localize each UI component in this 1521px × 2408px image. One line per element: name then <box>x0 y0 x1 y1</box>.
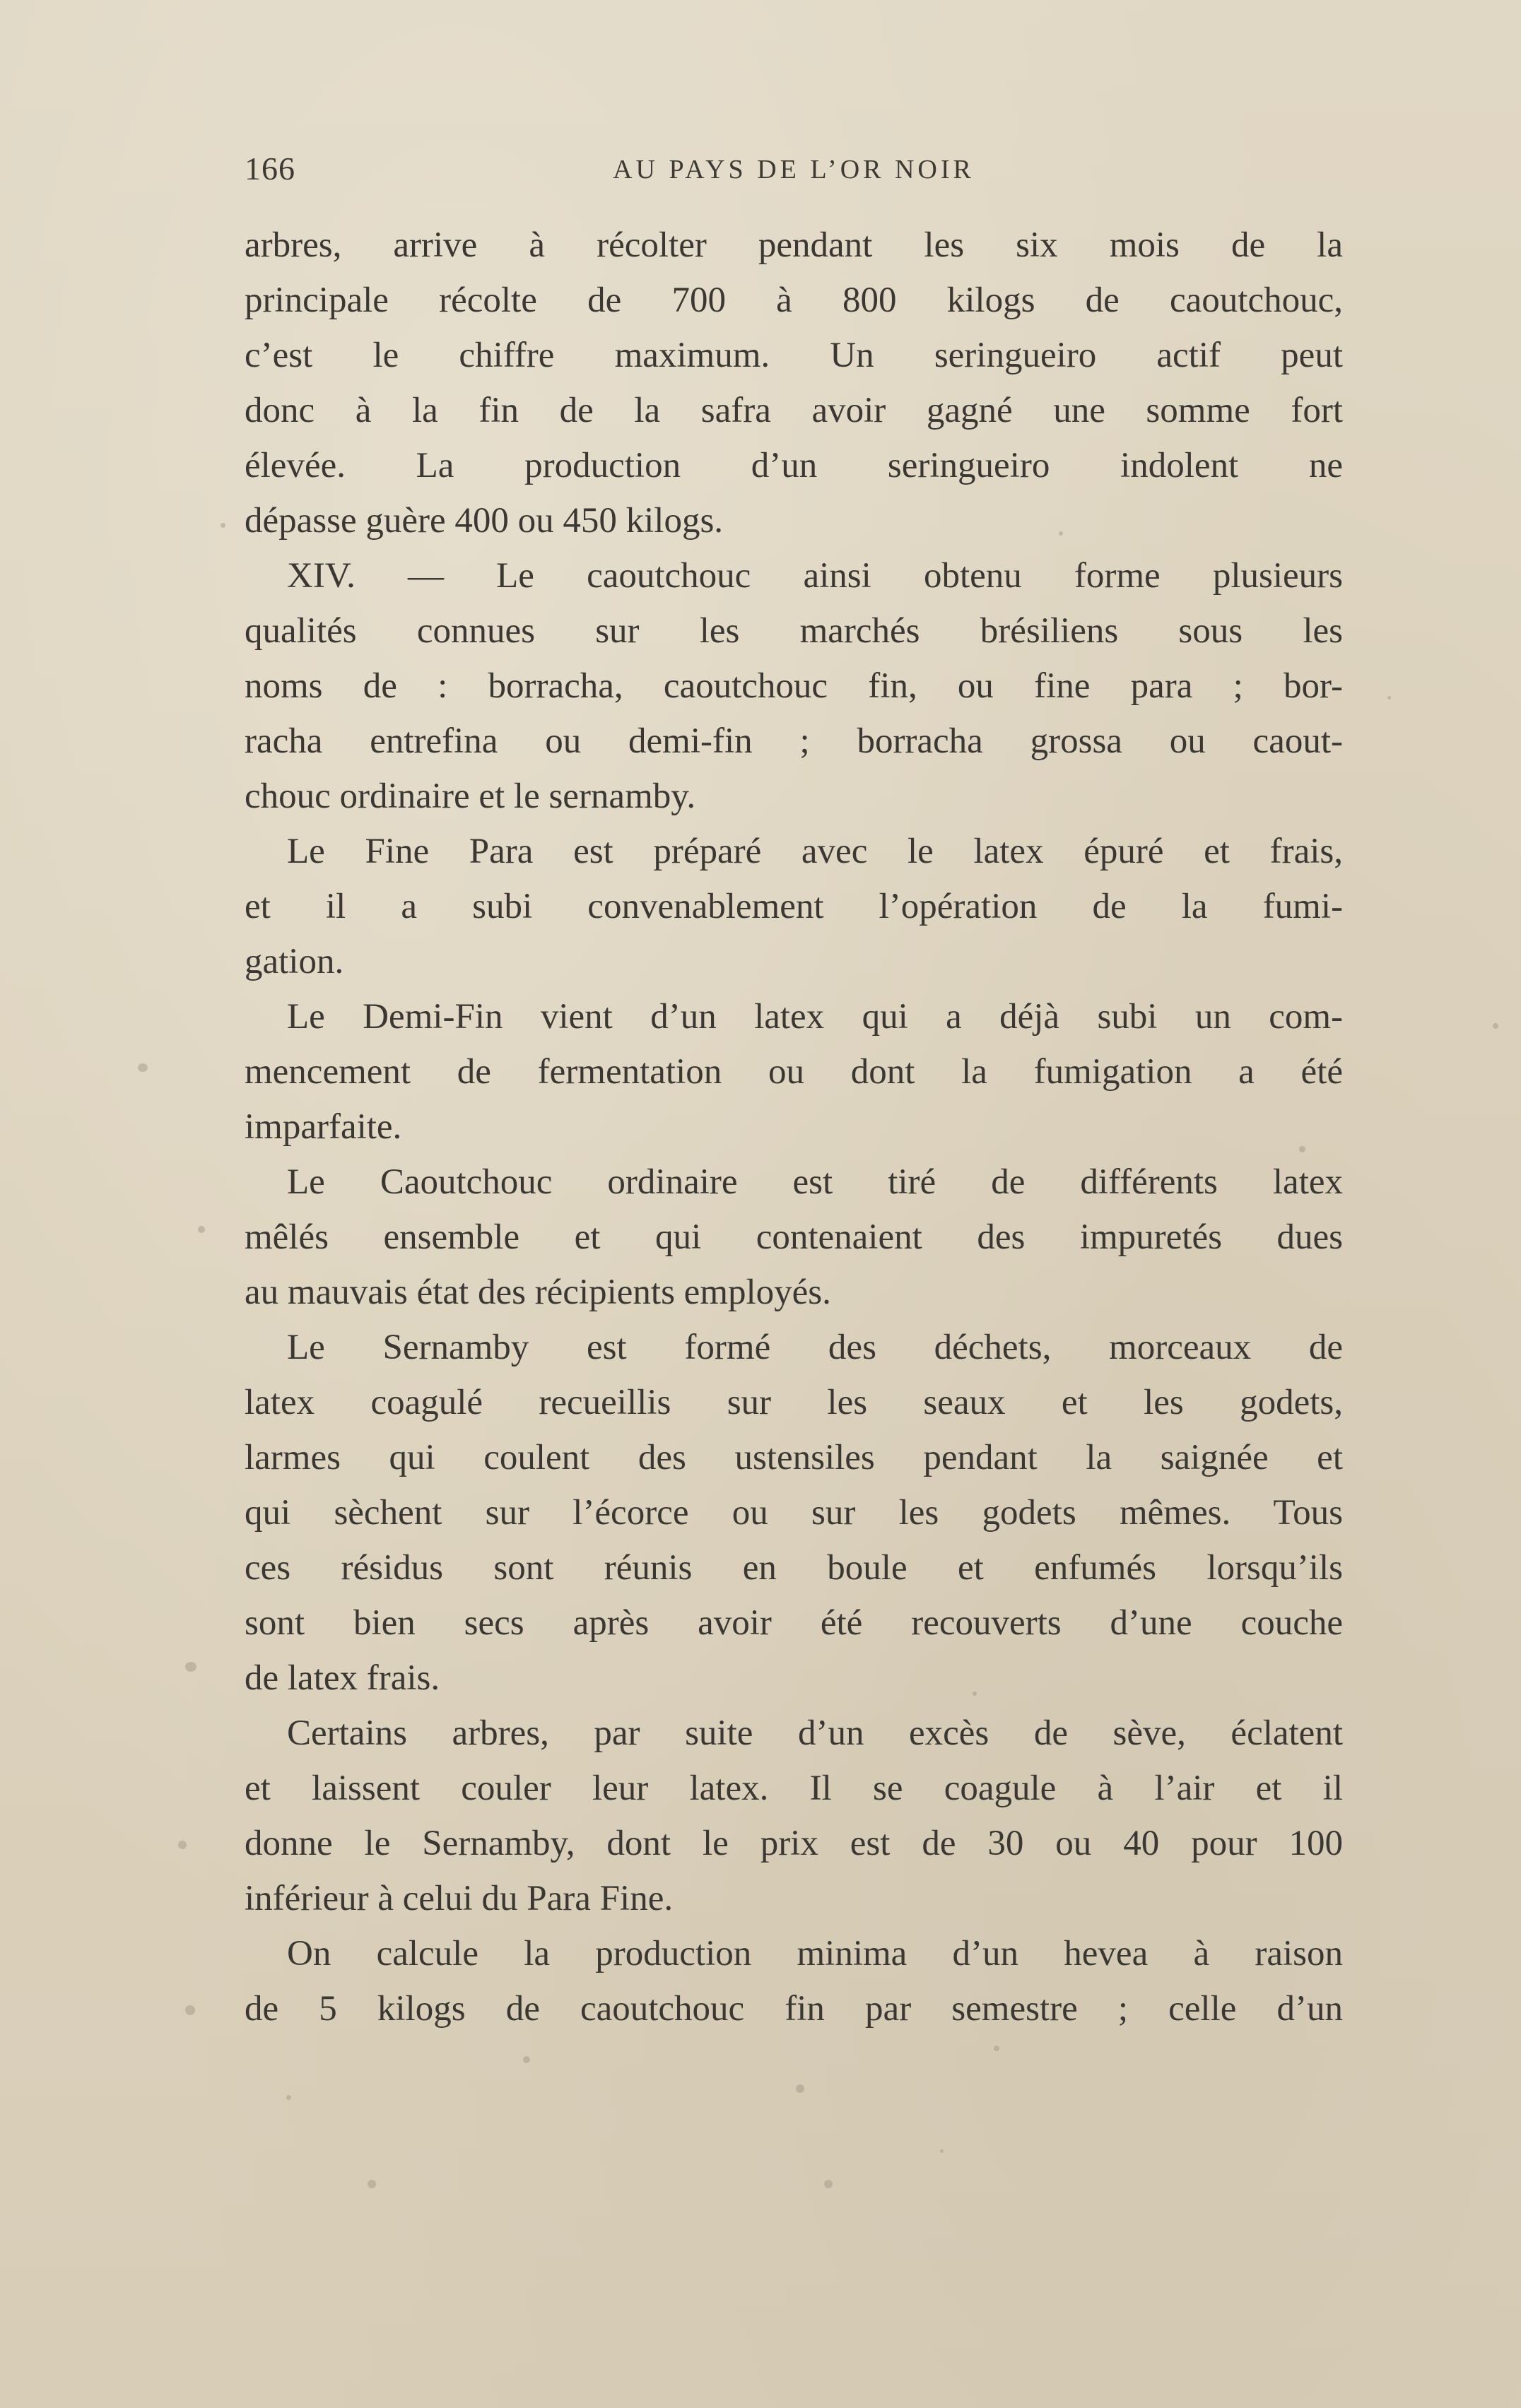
text-line: latex coagulé recueillis sur les seaux et les godets, <box>245 1383 1343 1422</box>
paper-speck <box>796 2084 804 2093</box>
paper-speck <box>286 2095 291 2100</box>
text-line: chouc ordinaire et le sernamby. <box>245 777 696 816</box>
text-line: mêlés ensemble et qui contenaient des impuretés dues <box>245 1217 1343 1257</box>
text-line: au mauvais état des récipients employés. <box>245 1273 831 1312</box>
paper-speck <box>824 2180 833 2188</box>
paper-speck <box>185 1662 196 1672</box>
text-line: donne le Sernamby, dont le prix est de 30 ou 40 pour 100 <box>245 1824 1343 1863</box>
paper-speck <box>138 1063 148 1072</box>
body-text <box>245 218 1343 2036</box>
text-line: On calcule la production minima d’un hevea à raison <box>287 1934 1343 1973</box>
running-header <box>245 150 1343 192</box>
text-line: Le Fine Para est préparé avec le latex épuré et frais, <box>287 832 1343 871</box>
text-line: c’est le chiffre maximum. Un seringueiro actif peut <box>245 336 1343 375</box>
paper-speck <box>1387 696 1391 700</box>
text-line: sont bien secs après avoir été recouverts d’une couche <box>245 1603 1343 1643</box>
text-line: Le Caoutchouc ordinaire est tiré de différents latex <box>287 1162 1343 1202</box>
text-line: racha entrefina ou demi-fin ; borracha grossa ou caout- <box>245 721 1343 761</box>
paper-speck <box>368 2180 376 2188</box>
text-line: qualités connues sur les marchés brésiliens sous les <box>245 611 1343 651</box>
text-line: et laissent couler leur latex. Il se coagule à l’air et il <box>245 1769 1343 1808</box>
text-line: Certains arbres, par suite d’un excès de sève, éclatent <box>287 1713 1343 1753</box>
paper-speck <box>178 1841 187 1849</box>
page-number: 166 <box>245 150 295 187</box>
text-line: noms de : borracha, caoutchouc fin, ou fine para ; bor- <box>245 666 1343 706</box>
text-line: gation. <box>245 942 344 981</box>
paper-speck <box>185 2005 195 2015</box>
text-line: inférieur à celui du Para Fine. <box>245 1879 674 1918</box>
text-line: donc à la fin de la safra avoir gagné une somme fort <box>245 391 1343 430</box>
text-line: de 5 kilogs de caoutchouc fin par semestre ; celle d’un <box>245 1989 1343 2029</box>
text-line: principale récolte de 700 à 800 kilogs de caoutchouc, <box>245 281 1343 320</box>
text-line: imparfaite. <box>245 1107 402 1147</box>
paper-speck <box>1493 1023 1498 1029</box>
text-line: de latex frais. <box>245 1658 440 1698</box>
text-line: Le Sernamby est formé des déchets, morceaux de <box>287 1328 1343 1367</box>
paper-speck <box>940 2149 944 2153</box>
text-line: mencement de fermentation ou dont la fumigation a été <box>245 1052 1343 1092</box>
text-line: XIV. — Le caoutchouc ainsi obtenu forme plusieurs <box>287 556 1343 596</box>
text-line: élevée. La production d’un seringueiro indolent ne <box>245 446 1343 485</box>
text-line: qui sèchent sur l’écorce ou sur les godets mêmes. Tous <box>245 1493 1343 1533</box>
text-line: et il a subi convenablement l’opération de la fumi- <box>245 887 1343 926</box>
text-line: arbres, arrive à récolter pendant les six mois de la <box>245 225 1343 265</box>
text-line: dépasse guère 400 ou 450 kilogs. <box>245 501 724 541</box>
paper-speck <box>994 2046 999 2051</box>
text-line: ces résidus sont réunis en boule et enfumés lorsqu’ils <box>245 1548 1343 1588</box>
running-title: AU PAYS DE L’OR NOIR <box>613 155 975 184</box>
text-line: Le Demi-Fin vient d’un latex qui a déjà subi un com- <box>287 997 1343 1037</box>
text-line: larmes qui coulent des ustensiles pendant la saignée et <box>245 1438 1343 1477</box>
paper-speck <box>221 523 225 528</box>
paper-speck <box>198 1226 205 1233</box>
paper-speck <box>523 2056 530 2063</box>
